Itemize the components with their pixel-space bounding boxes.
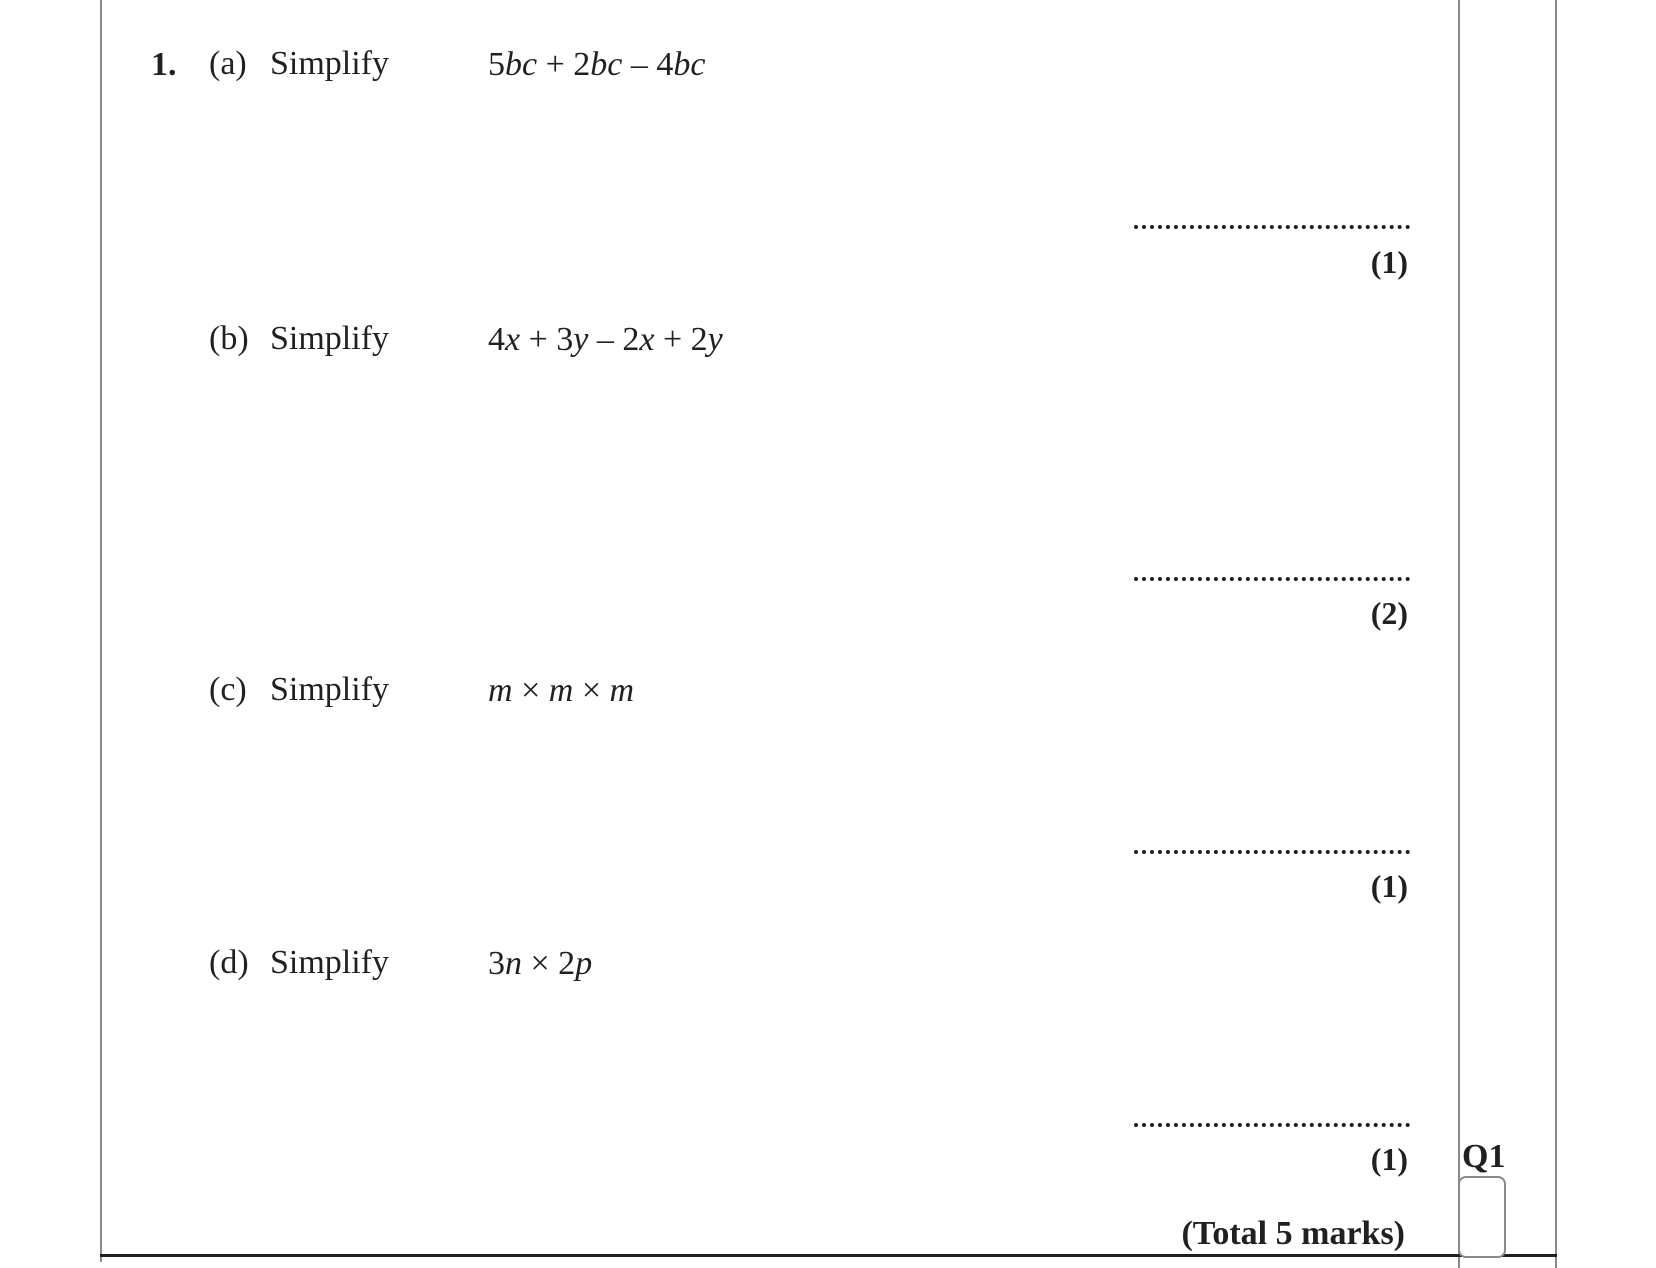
part-a-label: (a) <box>209 45 247 82</box>
examiner-score-box[interactable] <box>1458 1176 1506 1258</box>
part-b-verb: Simplify <box>270 320 390 357</box>
question-number: 1. <box>151 46 177 83</box>
part-d-answer-line[interactable] <box>1134 1123 1410 1127</box>
part-b-answer-line[interactable] <box>1134 577 1410 581</box>
part-d-expression: 3n × 2p <box>488 945 593 982</box>
part-c-answer-line[interactable] <box>1134 850 1410 854</box>
part-b-expression: 4x + 3y – 2x + 2y <box>488 321 723 358</box>
part-a-answer-line[interactable] <box>1134 225 1410 229</box>
part-a-verb: Simplify <box>270 45 390 82</box>
question-margin-label: Q1 <box>1462 1138 1506 1175</box>
margin-border-inner <box>1458 0 1460 1268</box>
part-a-marks: (1) <box>1370 244 1408 280</box>
part-b-label: (b) <box>209 320 249 357</box>
part-a-expression: 5bc + 2bc – 4bc <box>488 46 706 83</box>
total-marks: (Total 5 marks) <box>1181 1215 1405 1252</box>
page-border-left <box>100 0 102 1262</box>
part-c-verb: Simplify <box>270 671 390 708</box>
part-c-label: (c) <box>209 671 247 708</box>
part-d-label: (d) <box>209 944 249 981</box>
bottom-rule <box>100 1254 1557 1257</box>
part-d-marks: (1) <box>1370 1141 1408 1177</box>
part-c-expression: m × m × m <box>488 672 635 709</box>
margin-border-outer <box>1555 0 1557 1268</box>
part-c-marks: (1) <box>1370 868 1408 904</box>
part-d-verb: Simplify <box>270 944 390 981</box>
part-b-marks: (2) <box>1370 595 1408 631</box>
